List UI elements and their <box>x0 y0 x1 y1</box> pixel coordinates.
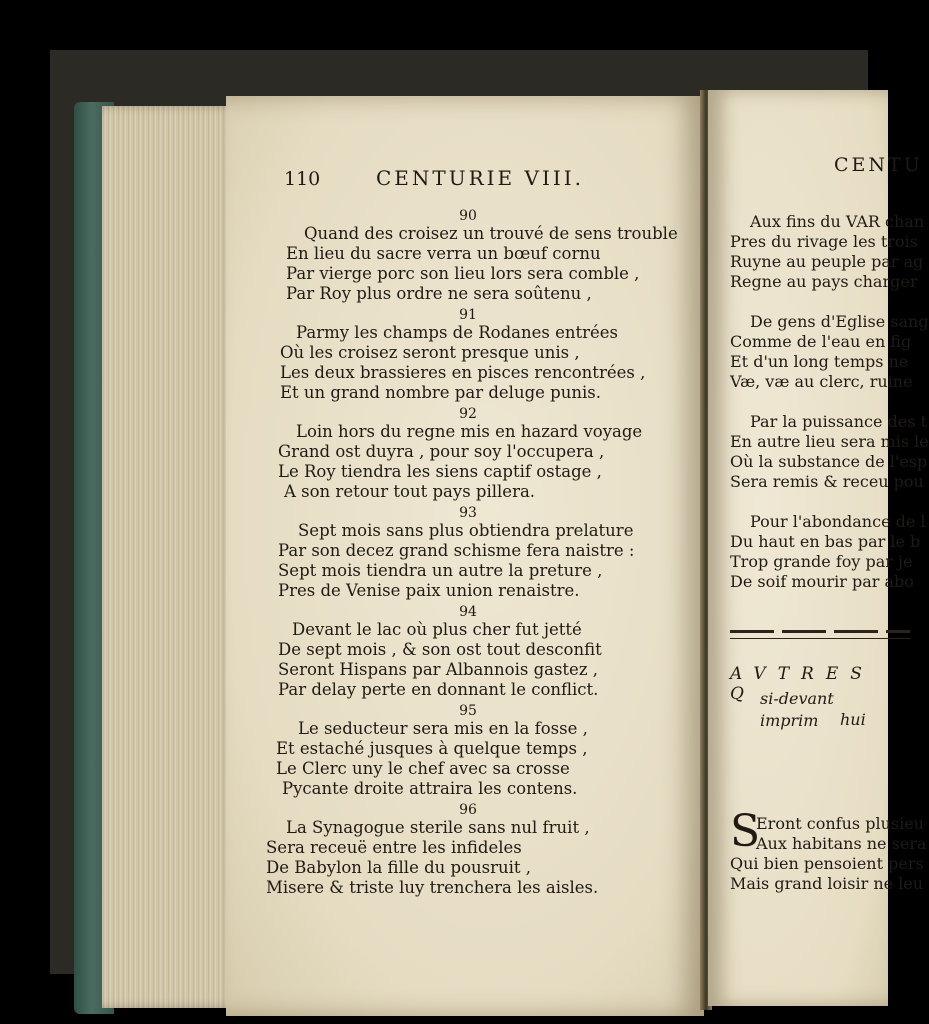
right-quatrain <box>730 512 926 592</box>
verse-line: Eront confus plusieu <box>756 814 924 833</box>
verse-line: Seront Hispans par Albannois gastez , <box>278 660 599 679</box>
verse-line: Par delay perte en donnant le conflict. <box>278 680 599 699</box>
verse-line: Pour l'abondance de l <box>750 512 926 531</box>
verse-line: Et d'un long temps ne <box>730 352 909 371</box>
right-running-head: CENTU <box>834 154 923 176</box>
verse-line: Misere & triste luy trenchera les aisles. <box>266 878 599 897</box>
verse-line: Les deux brassieres en pisces rencontrées , <box>280 363 646 382</box>
quatrain <box>226 719 588 799</box>
verse-line: Parmy les champs de Rodanes entrées <box>296 323 619 342</box>
verse-line: Devant le lac où plus cher fut jetté <box>292 620 582 639</box>
verse-line: Ruyne au peuple par ag <box>730 252 924 271</box>
quatrain-number: 91 <box>459 307 477 323</box>
verse-line: Où la substance de l'esp <box>730 452 928 471</box>
verse-line: Où les croisez seront presque unis , <box>280 343 580 362</box>
verse-line: En autre lieu sera mis le <box>730 432 929 451</box>
right-quatrain <box>730 412 929 492</box>
verse-line: Par la puissance des t <box>750 412 927 431</box>
quatrain-number: 93 <box>459 505 477 521</box>
section-title: AVTRES Q <box>730 664 874 704</box>
right-page <box>708 90 929 1006</box>
drop-cap: S <box>730 806 761 857</box>
quatrain-number: 94 <box>459 604 477 620</box>
left-page <box>226 96 704 1016</box>
verse-line: Comme de l'eau en fig <box>730 332 912 351</box>
quatrain <box>226 818 598 898</box>
verse-line: Par Roy plus ordre ne sera soûtenu , <box>286 284 592 303</box>
verse-line: En lieu du sacre verra un bœuf cornu <box>286 244 601 263</box>
verse-line: Loin hors du regne mis en hazard voyage <box>296 422 643 441</box>
verse-line: Le Roy tiendra les siens captif ostage , <box>278 462 602 481</box>
verse-line: Et un grand nombre par deluge punis. <box>280 383 601 402</box>
verse-line: Du haut en bas par le b <box>730 532 921 551</box>
quatrain <box>226 620 602 700</box>
right-quatrain <box>730 212 924 292</box>
quatrain-number: 95 <box>459 703 477 719</box>
quatrain <box>226 422 642 502</box>
book-photo-frame <box>50 50 929 974</box>
verse-line: De gens d'Eglise sang <box>750 312 929 331</box>
verse-line: Regne au pays charger <box>730 272 918 291</box>
verse-line: De soif mourir par abo <box>730 572 914 591</box>
verse-line: Trop grande foy par je <box>730 552 913 571</box>
verse-line: Par vierge porc son lieu lors sera comble , <box>286 264 640 283</box>
quatrain-number: 96 <box>459 802 477 818</box>
page-edges <box>102 106 236 1008</box>
verse-line: Et estaché jusques à quelque temps , <box>276 739 588 758</box>
verse-line: Sept mois sans plus obtiendra prelature <box>298 521 634 540</box>
verse-line: Væ, væ au clerc, ruine <box>730 372 913 391</box>
verse-line: Aux fins du VAR chan <box>750 212 925 231</box>
verse-line: Quand des croisez un trouvé de sens trouble <box>304 224 678 243</box>
verse-line: Grand ost duyra , pour soy l'occupera , <box>278 442 605 461</box>
final-quatrain <box>730 814 926 894</box>
verse-line: De Babylon la fille du pousruit , <box>266 858 532 877</box>
quatrain <box>226 521 634 601</box>
verse-line: A son retour tout pays pillera. <box>284 482 536 501</box>
verse-line: Sept mois tiendra un autre la preture , <box>278 561 603 580</box>
verse-line: Aux habitans ne sera <box>756 834 927 853</box>
verse-line: La Synagogue sterile sans nul fruit , <box>286 818 590 837</box>
verse-line: Le Clerc uny le chef avec sa crosse <box>276 759 570 778</box>
quatrain <box>226 323 645 403</box>
verse-line: De sept mois , & son ost tout desconfit <box>278 640 602 659</box>
verse-line: Par son decez grand schisme fera naistre : <box>278 541 635 560</box>
verse-line: Qui bien pensoient pers <box>730 854 924 873</box>
quatrain-number: 90 <box>459 208 477 224</box>
section-subtitle-2: hui <box>840 710 866 729</box>
verse-line: Sera receuë entre les infideles <box>266 838 522 857</box>
quatrain-number: 92 <box>459 406 477 422</box>
verse-line: Pycante droite attraira les contens. <box>282 779 578 798</box>
page-number: 110 <box>284 168 321 190</box>
verse-line: Le seducteur sera mis en la fosse , <box>298 719 588 738</box>
verse-line: Pres du rivage les trois <box>730 232 918 251</box>
verse-line: Sera remis & receu pou <box>730 472 924 491</box>
quatrain <box>226 224 678 304</box>
section-divider-thin <box>730 638 910 639</box>
section-divider <box>730 630 910 633</box>
verse-line: Mais grand loisir ne leu <box>730 874 924 893</box>
right-quatrain <box>730 312 929 392</box>
running-head: CENTURIE VIII. <box>376 166 585 190</box>
section-subtitle: si-devant imprim <box>760 689 834 730</box>
verse-line: Pres de Venise paix union renaistre. <box>278 581 580 600</box>
